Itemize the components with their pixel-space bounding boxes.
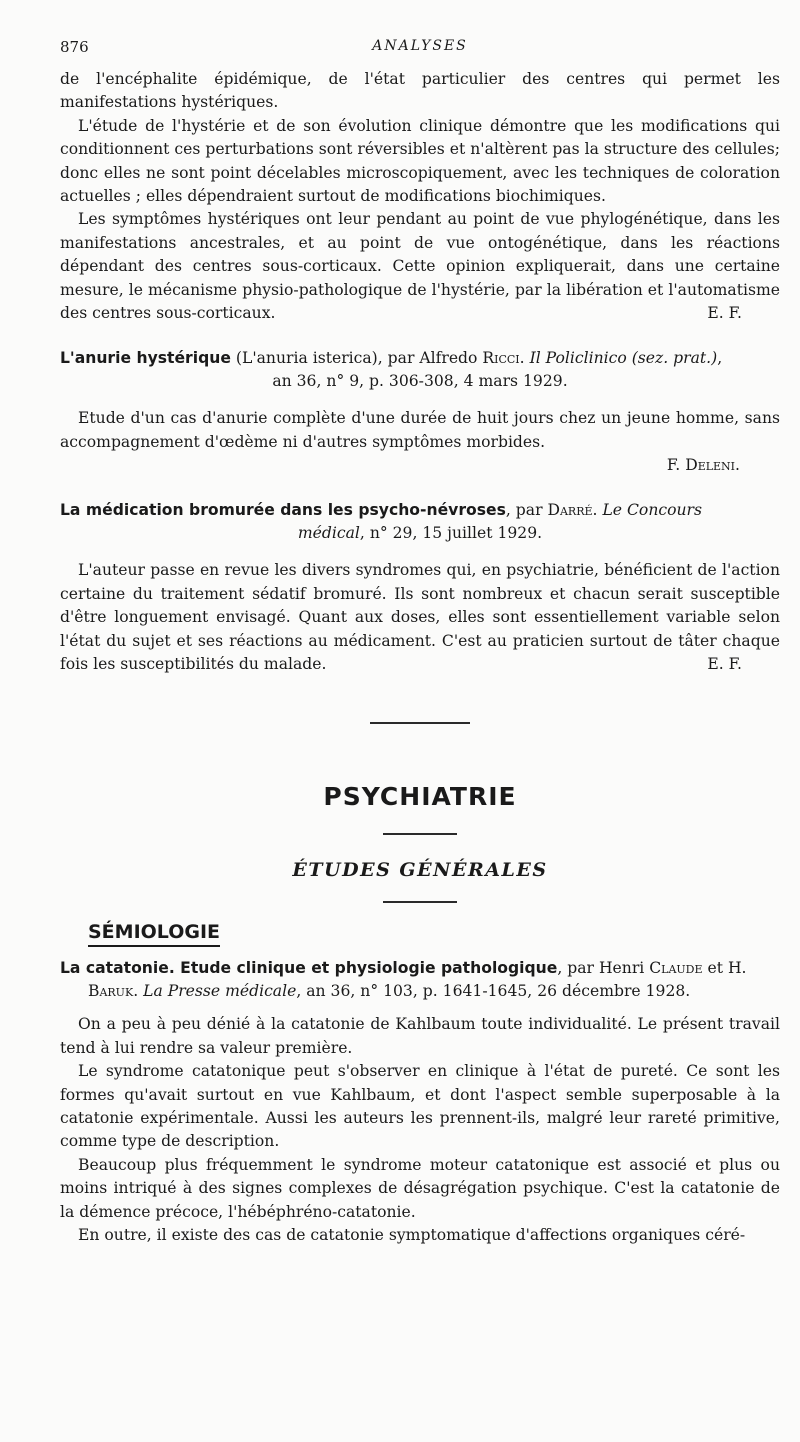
page-number: 876 — [60, 38, 89, 56]
entry-3-heading — [60, 957, 780, 1003]
entry-2-ref-rest: , n° 29, 15 juillet 1929. — [359, 524, 543, 543]
entry-3-journal: La Presse médicale — [143, 982, 297, 1001]
running-head — [60, 38, 780, 68]
entry-1-title: L'anurie hystérique — [60, 349, 231, 368]
intro-paragraph-3 — [60, 208, 780, 325]
entry-3-ref-b: et H. — [702, 959, 747, 978]
entry-1-signature-initial: F. — [666, 456, 686, 475]
entry-2-title: La médication bromurée dans les psycho-névroses — [60, 501, 506, 520]
entry-1-journal: Il Policlinico (sez. prat.) — [529, 349, 718, 368]
entry-3-paragraph-2: Le syndrome catatonique peut s'observer en clinique à l'état de pureté. Ce sont les formes qu'avait surtout en vue Kahlbaum, et dont l'aspect semble superposable à la catatonie expérimentale. Aussi les auteurs les prennent-ils, malgré leur rareté primitive, comme type de description. — [60, 1062, 780, 1151]
entry-3-ref-c: . — [133, 982, 144, 1001]
entry-2-body-text: L'auteur passe en revue les divers syndromes qui, en psychiatrie, bénéficient de l'action certaine du traitement sédatif bromuré. Ils sont nombreux et chacun serait susceptible d'être longuement envisagé. Quant aux doses, elles sont essentiellement variable selon l'état du sujet et ses réactions au médicament. C'est au praticien surtout de tâter chaque fois les susceptibilités du malade. — [60, 561, 780, 673]
entry-1-heading — [60, 347, 780, 393]
entry-2-journal-a: Le Concours — [602, 501, 702, 520]
entry-1-signature — [60, 454, 780, 477]
intro-paragraph-2: L'étude de l'hystérie et de son évolution clinique démontre que les modifications qui conditionnent ces perturbations sont réversibles et n'altèrent pas la structure des cellules; donc elles ne sont point décelables microscopiquement, avec les techniques de coloration actuelles ; elles dépendraient surtout de modifications biochimiques. — [60, 116, 780, 206]
entry-1-signature-name: Deleni — [685, 456, 736, 475]
entry-1-signature-dot: . — [735, 456, 740, 475]
entry-3-paragraph-1: On a peu à peu dénié à la catatonie de Kahlbaum toute individualité. Le présent travail tend à lui rendre sa valeur première. — [60, 1015, 780, 1057]
entry-2-author: Darré — [547, 501, 593, 520]
entry-2-ref-line2 — [88, 522, 780, 545]
page — [60, 38, 780, 1247]
entry-2-ref-a: , par — [505, 501, 548, 520]
entry-3-ref-a: , par Henri — [557, 959, 650, 978]
entry-1-ref-c: , — [717, 349, 723, 368]
entry-2-body — [60, 559, 780, 676]
subsection-title: ÉTUDES GÉNÉRALES — [292, 859, 548, 882]
section-title: PSYCHIATRIE — [323, 782, 517, 812]
running-title: ANALYSES — [372, 38, 468, 54]
entry-3-title: La catatonie. Etude clinique et physiologie pathologique — [60, 959, 558, 978]
entry-1-body: Etude d'un cas d'anurie complète d'une durée de huit jours chez un jeune homme, sans accompagnement d'œdème ni d'autres symptômes morbides. — [60, 409, 780, 451]
entry-1-author: Ricci — [482, 349, 520, 368]
entry-3-paragraph-3: Beaucoup plus fréquemment le syndrome moteur catatonique est associé et plus ou moins intriqué à des signes complexes de désagrégation psychique. C'est la catatonie de la démence précoce, l'hébéphréno-catatonie. — [60, 1155, 780, 1221]
entry-1-ref-b: . — [519, 349, 530, 368]
entry-3-ref-d: , an 36, n° 103, p. 1641-1645, 26 décembre 1928. — [296, 982, 691, 1001]
intro-signature: E. F. — [707, 304, 742, 323]
entry-3-author-2: Baruk — [88, 982, 134, 1001]
intro-paragraph-3-text: Les symptômes hystériques ont leur pendant au point de vue phylogénétique, dans les manifestations ancestrales, et au point de vue ontogénétique, dans les réactions dépendant des centres sous-corticaux. Cette opinion expliquerait, dans une certaine mesure, le mécanisme physio-pathologique de l'hystérie, par la libération et l'automatisme des centres sous-corticaux. — [60, 210, 780, 323]
rubric-block — [60, 921, 780, 947]
entry-2-journal-b: médical — [297, 524, 360, 543]
entry-1-ref-line2: an 36, n° 9, p. 306-308, 4 mars 1929. — [272, 372, 568, 391]
entry-1-ref-a: (L'anuria isterica), par Alfredo — [235, 349, 483, 368]
entry-3-author-1: Claude — [649, 959, 703, 978]
entry-2-signature: E. F. — [707, 654, 742, 673]
intro-paragraph-1: de l'encéphalite épidémique, de l'état particulier des centres qui permet les manifestations hystériques. — [60, 70, 780, 112]
entry-2-heading — [60, 499, 780, 545]
entry-3-paragraph-4: En outre, il existe des cas de catatonie symptomatique d'affections organiques céré- — [78, 1225, 746, 1244]
entry-2-ref-b: . — [592, 501, 603, 520]
rubric-title: SÉMIOLOGIE — [88, 921, 220, 947]
